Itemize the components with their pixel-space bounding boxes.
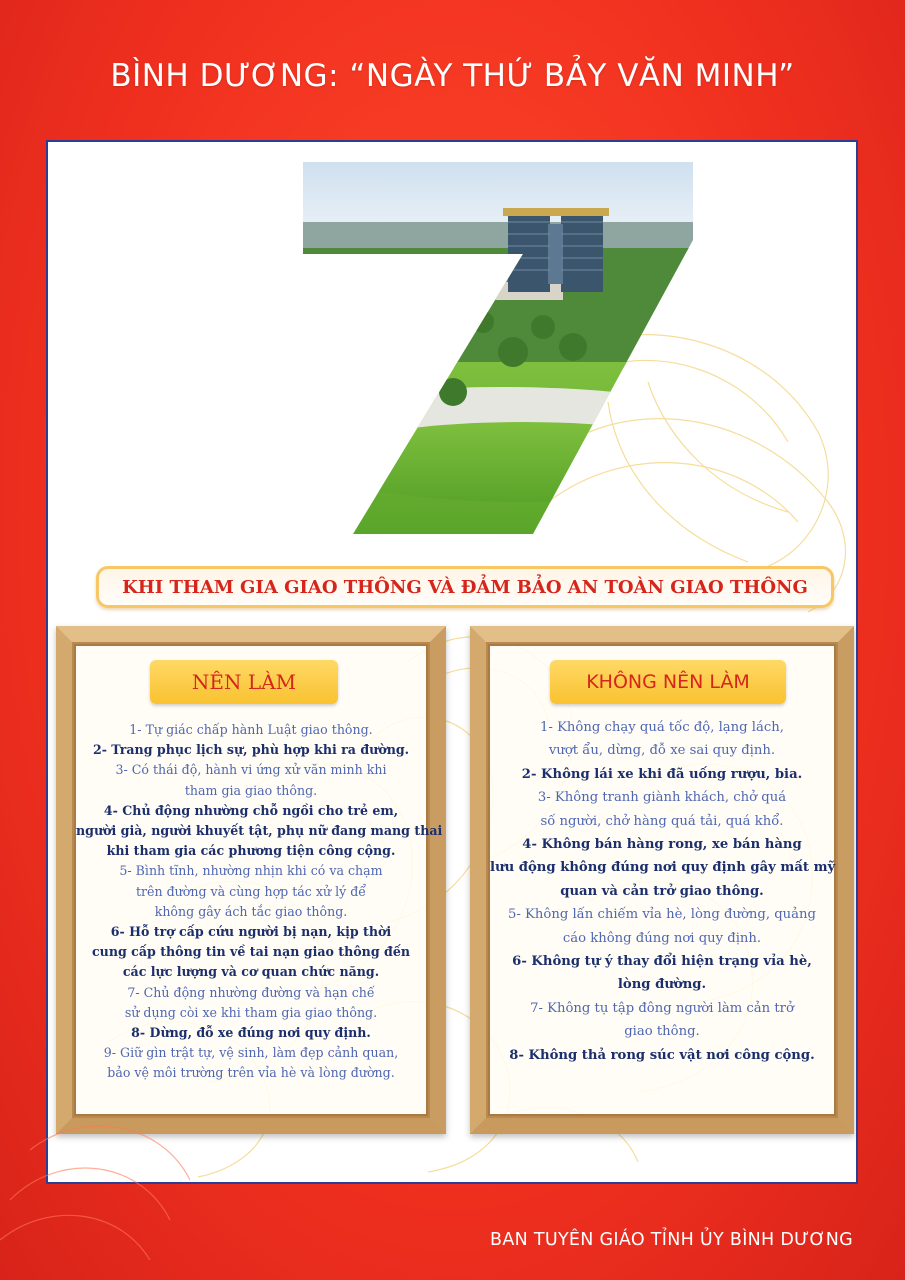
do-list-line: 6- Hỗ trợ cấp cứu người bị nạn, kịp thời bbox=[110, 924, 392, 940]
do-list-line: các lực lượng và cơ quan chức năng. bbox=[122, 964, 380, 980]
dont-list-line: 2- Không lái xe khi đã uống rượu, bia. bbox=[521, 766, 803, 782]
do-list-title-tag bbox=[150, 660, 338, 704]
dont-list-line: cáo không đúng nơi quy định. bbox=[562, 930, 762, 946]
do-list-title: NÊN LÀM bbox=[191, 670, 297, 694]
do-list-line: sử dụng còi xe khi tham gia giao thông. bbox=[124, 1004, 378, 1020]
do-list-line: 7- Chủ động nhường đường và hạn chế bbox=[127, 984, 375, 1000]
dont-list-title-tag bbox=[550, 660, 786, 704]
do-list-line: 1- Tự giác chấp hành Luật giao thông. bbox=[129, 722, 373, 737]
do-list-line: người già, người khuyết tật, phụ nữ đang mang thai bbox=[76, 823, 443, 839]
dont-list-line: 6- Không tự ý thay đổi hiện trạng vỉa hè, bbox=[512, 954, 812, 970]
dont-list-items bbox=[490, 716, 834, 1067]
do-list-line: 9- Giữ gìn trật tự, vệ sinh, làm đẹp cảnh quan, bbox=[103, 1045, 399, 1061]
do-list-line: 2- Trang phục lịch sự, phù hợp khi ra đường. bbox=[92, 742, 410, 758]
dont-list-line: lòng đường. bbox=[617, 977, 707, 993]
dont-list-line: 5- Không lấn chiếm vỉa hè, lòng đường, quảng bbox=[508, 907, 816, 923]
dont-list-line: vượt ẩu, dừng, đỗ xe sai quy định. bbox=[548, 743, 776, 759]
do-list-line: khi tham gia các phương tiện công cộng. bbox=[106, 843, 396, 859]
section-heading: KHI THAM GIA GIAO THÔNG VÀ ĐẢM BẢO AN TOÀN GIAO THÔNG bbox=[122, 576, 808, 598]
do-list-line: cung cấp thông tin về tai nạn giao thông đến bbox=[92, 944, 410, 960]
number-seven-graphic bbox=[303, 162, 695, 534]
do-list-line: tham gia giao thông. bbox=[184, 782, 318, 798]
dont-list-line: số người, chở hàng quá tải, quá khổ. bbox=[540, 813, 784, 829]
footer-credit: BAN TUYÊN GIÁO TỈNH ỦY BÌNH DƯƠNG bbox=[490, 1230, 853, 1250]
dont-list-frame bbox=[470, 626, 854, 1134]
dont-list-line: 8- Không thả rong súc vật nơi công cộng. bbox=[509, 1047, 815, 1063]
poster-title: BÌNH DƯƠNG: “NGÀY THỨ BẢY VĂN MINH” bbox=[110, 58, 795, 94]
do-list-line: 4- Chủ động nhường chỗ ngồi cho trẻ em, bbox=[103, 802, 399, 818]
dont-list-line: lưu động không đúng nơi quy định gây mất mỹ bbox=[490, 860, 836, 876]
dont-list-line: 4- Không bán hàng rong, xe bán hàng bbox=[522, 837, 802, 853]
dont-list-line: giao thông. bbox=[624, 1024, 700, 1040]
dont-list-line: quan và cản trở giao thông. bbox=[560, 883, 764, 899]
do-list-line: 8- Dừng, đỗ xe đúng nơi quy định. bbox=[131, 1025, 371, 1041]
dont-list-title: KHÔNG NÊN LÀM bbox=[586, 671, 750, 693]
dont-list-line: 7- Không tụ tập đông người làm cản trở bbox=[530, 1000, 794, 1016]
do-list-line: bảo vệ môi trường trên vỉa hè và lòng đường. bbox=[107, 1065, 395, 1081]
do-list-line: 3- Có thái độ, hành vi ứng xử văn minh khi bbox=[115, 762, 387, 778]
do-list-line: không gây ách tắc giao thông. bbox=[154, 903, 348, 919]
dont-list-line: 3- Không tranh giành khách, chở quá bbox=[537, 790, 787, 806]
dont-list-line: 1- Không chạy quá tốc độ, lạng lách, bbox=[540, 720, 784, 735]
do-list-line: 5- Bình tĩnh, nhường nhịn khi có va chạm bbox=[119, 863, 383, 879]
section-heading-banner bbox=[96, 566, 834, 608]
background-lotus-decoration bbox=[0, 1000, 300, 1280]
do-list-line: trên đường và cùng hợp tác xử lý để bbox=[135, 883, 367, 899]
